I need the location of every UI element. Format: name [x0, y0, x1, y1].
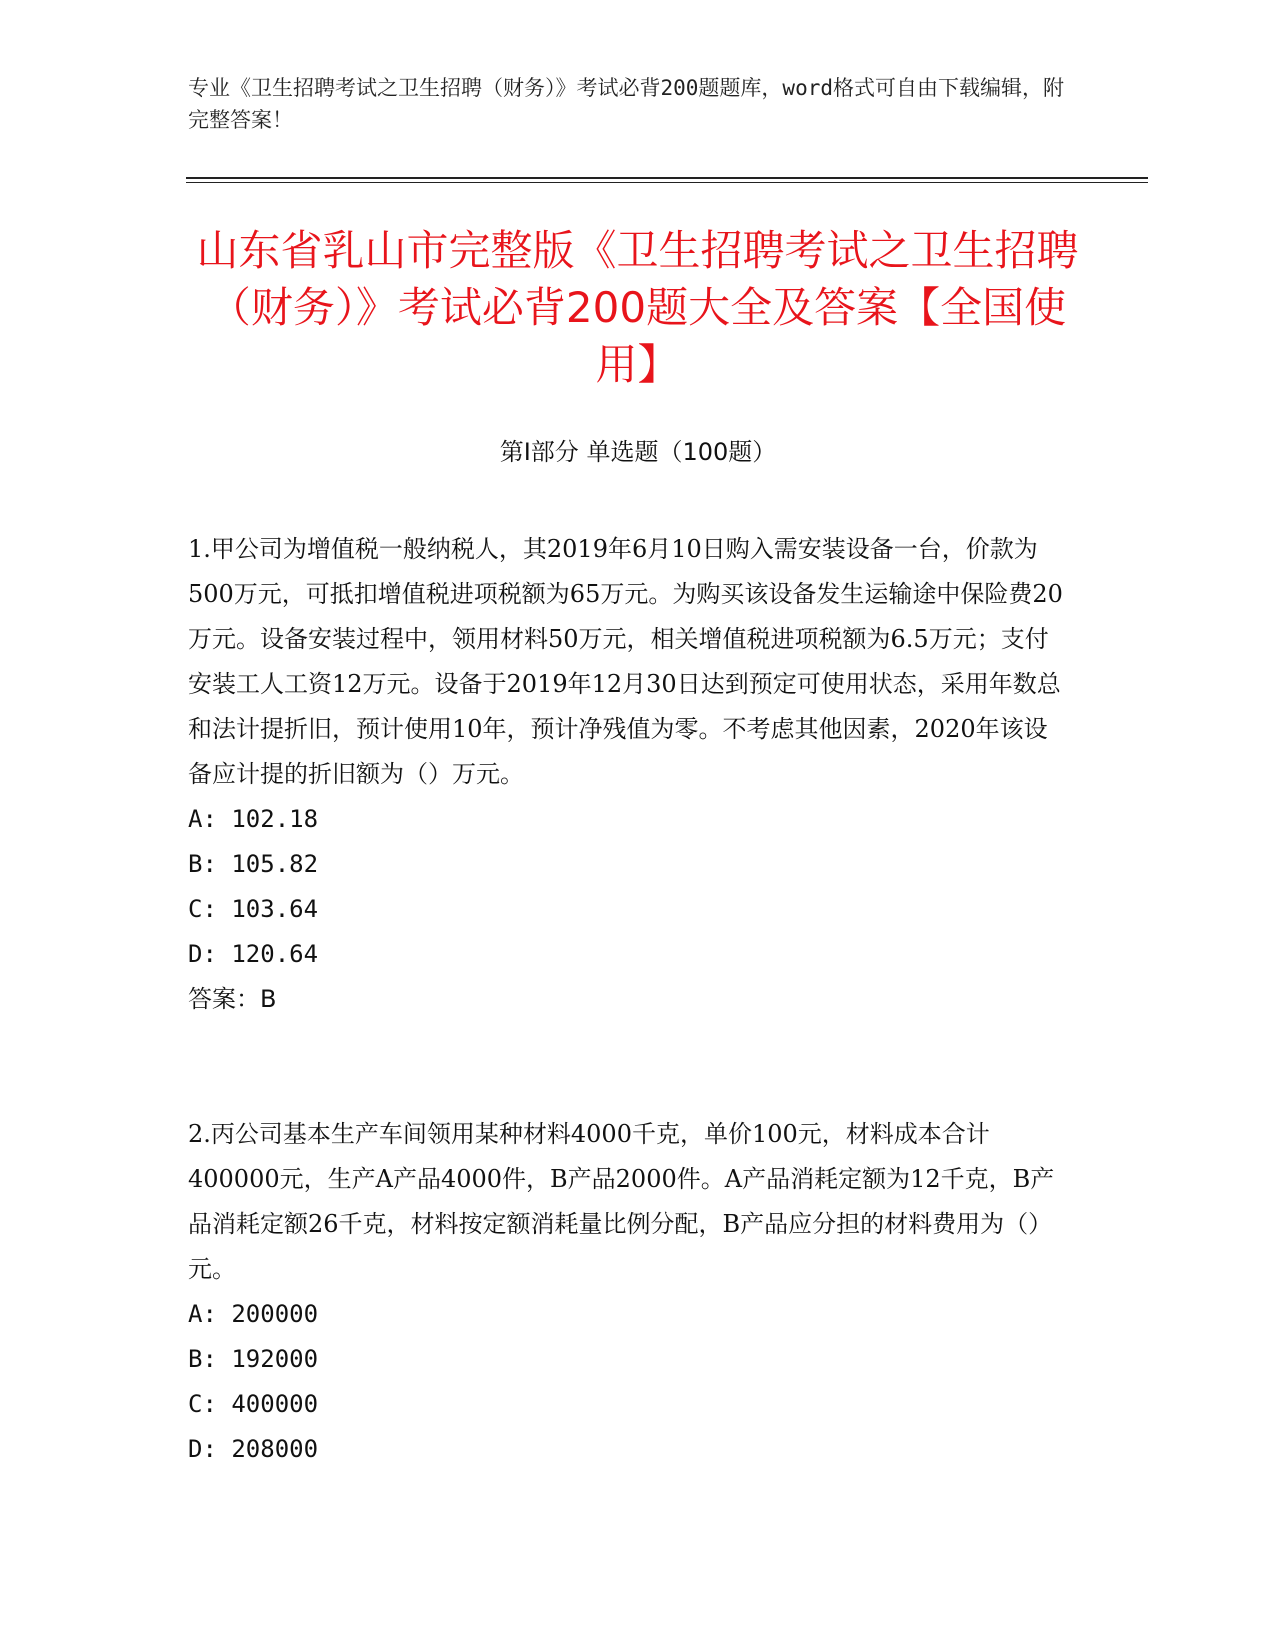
option-d: D: 208000 — [188, 1435, 319, 1463]
question-stem: 1.甲公司为增值税一般纳税人，其2019年6月10日购入需安装设备一台，价款为500万元，可抵扣增值税进项税额为65万元。为购买该设备发生运输途中保险费20万元。设备安装过程中，领用材料50万元，相关增值税进项税额为6.5万元；支付安装工人工资12万元。设备于2019年12月30日达到预定可使用状态，采用年数总和法计提折旧，预计使用10年，预计净残值为零。不考虑其他因素，2020年该设备应计提的折旧额为（）万元。 — [188, 535, 1063, 788]
option-b: B: 192000 — [188, 1345, 319, 1373]
option-a: A: 102.18 — [188, 805, 319, 833]
document-title: 山东省乳山市完整版《卫生招聘考试之卫生招聘（财务）》考试必背200题大全及答案【全国使用】 — [196, 226, 1079, 389]
option-c: C: 400000 — [188, 1390, 319, 1418]
question-stem: 2.丙公司基本生产车间领用某种材料4000千克，单价100元，材料成本合计400000元，生产A产品4000件，B产品2000件。A产品消耗定额为12千克，B产品消耗定额26千克，材料按定额消耗量比例分配，B产品应分担的材料费用为（）元。 — [188, 1120, 1055, 1283]
header-note: 专业《卫生招聘考试之卫生招聘（财务）》考试必背200题题库，word格式可自由下载编辑，附完整答案！ — [188, 76, 1064, 132]
header-divider-thick — [186, 177, 1148, 179]
section-heading: 第I部分 单选题（100题） — [499, 438, 777, 466]
question-1 — [188, 527, 1068, 1022]
header-divider-thin — [186, 182, 1148, 183]
option-c: C: 103.64 — [188, 895, 319, 923]
question-2 — [188, 1112, 1068, 1472]
answer-line: 答案：B — [188, 985, 277, 1013]
option-d: D: 120.64 — [188, 940, 319, 968]
option-b: B: 105.82 — [188, 850, 319, 878]
option-a: A: 200000 — [188, 1300, 319, 1328]
